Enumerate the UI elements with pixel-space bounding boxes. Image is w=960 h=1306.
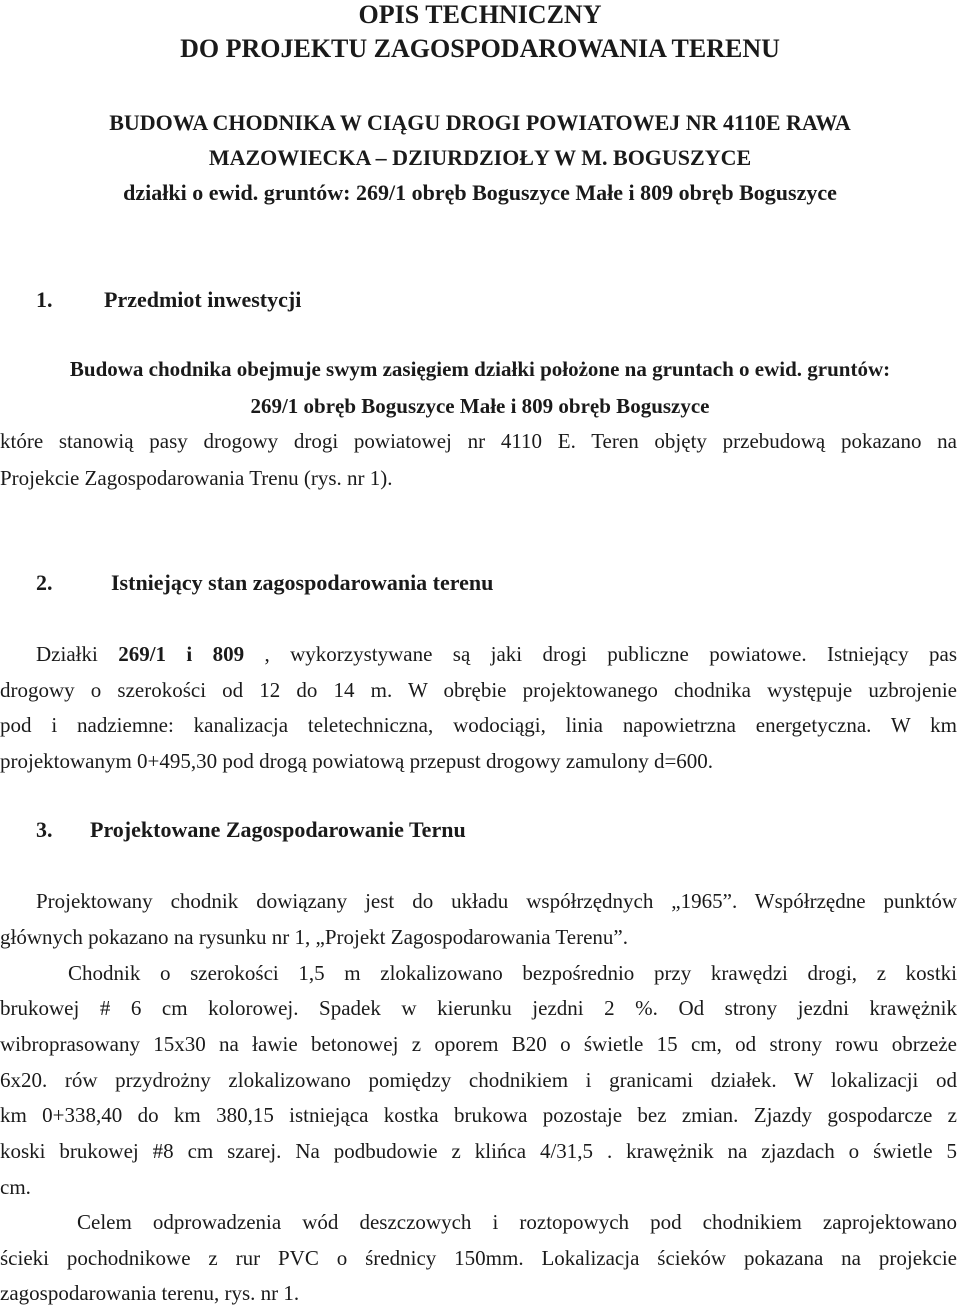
section-2-heading: Istniejący stan zagospodarowania terenu xyxy=(111,570,494,595)
section-3-p3-line-3: zagospodarowania terenu, rys. nr 1. xyxy=(0,1281,300,1305)
subtitle-line-2: MAZOWIECKA – DZIURDZIOŁY W M. BOGUSZYCE xyxy=(208,145,752,170)
section-2-line-1-lead: Działki xyxy=(36,642,119,666)
section-3-p2-line-7: cm. xyxy=(0,1175,31,1199)
section-2-line-3: pod i nadziemne: kanalizacja teletechniczna, wodociągi, linia napowietrzna energetyczna. W km xyxy=(0,713,957,737)
section-1-number: 1. xyxy=(36,287,53,312)
section-3-p2-line-6: koski brukowej #8 cm szarej. Na podbudowie z klińca 4/31,5 . krawężnik na zjazdach o świetle 5 xyxy=(0,1139,957,1163)
subtitle-line-1: BUDOWA CHODNIKA W CIĄGU DROGI POWIATOWEJ NR 4110E RAWA xyxy=(109,110,851,135)
section-1-line-1: Budowa chodnika obejmuje swym zasięgiem działki położone na gruntach o ewid. gruntów: xyxy=(69,357,891,381)
section-1-heading: Przedmiot inwestycji xyxy=(104,287,302,312)
section-3-number: 3. xyxy=(36,817,53,842)
section-3-p1-line-1: Projektowany chodnik dowiązany jest do układu współrzędnych „1965”. Współrzędne punktów xyxy=(36,889,957,913)
section-2-line-1 xyxy=(36,641,957,667)
section-3-p2-line-1: Chodnik o szerokości 1,5 m zlokalizowano bezpośrednio przy krawędzi drogi, z kostki xyxy=(68,961,957,985)
section-3-p2-line-5: km 0+338,40 do km 380,15 istniejąca kostka brukowa pozostaje bez zmian. Zjazdy gospodarcze z xyxy=(0,1103,957,1127)
section-3-p2-line-3: wibroprasowany 15x30 na ławie betonowej z oporem B20 o świetle 15 cm, od strony rowu obrzeże xyxy=(0,1032,957,1056)
subtitle-line-3: działki o ewid. gruntów: 269/1 obręb Boguszyce Małe i 809 obręb Boguszyce xyxy=(123,180,837,205)
section-1-line-4: Projekcie Zagospodarowania Trenu (rys. nr 1). xyxy=(0,466,393,490)
section-2-number: 2. xyxy=(36,570,53,595)
section-2-line-1-rest: , wykorzystywane są jaki drogi publiczne powiatowe. Istniejący pas xyxy=(244,642,957,666)
document-title-line-2: DO PROJEKTU ZAGOSPODAROWANIA TERENU xyxy=(180,34,780,63)
section-3-p3-line-1: Celem odprowadzenia wód deszczowych i roztopowych pod chodnikiem zaprojektowano xyxy=(77,1210,957,1234)
section-2-line-2: drogowy o szerokości od 12 do 14 m. W obrębie projektowanego chodnika występuje uzbrojenie xyxy=(0,678,957,702)
section-3-heading: Projektowane Zagospodarowanie Ternu xyxy=(90,817,466,842)
section-1-line-3: które stanowią pasy drogowy drogi powiatowej nr 4110 E. Teren objęty przebudową pokazano na xyxy=(0,429,957,453)
document-title-line-1: OPIS TECHNICZNY xyxy=(358,0,602,29)
section-3-p3-line-2: ścieki pochodnikowe z rur PVC o średnicy 150mm. Lokalizacja ścieków pokazana na projekcie xyxy=(0,1246,957,1270)
section-2-parcels: 269/1 i 809 xyxy=(118,642,245,666)
section-3-p2-line-4: 6x20. rów przydrożny zlokalizowano pomiędzy chodnikiem i granicami działek. W lokalizacji od xyxy=(0,1068,957,1092)
section-2-line-4: projektowanym 0+495,30 pod drogą powiatową przepust drogowy zamulony d=600. xyxy=(0,749,714,773)
section-3-p1-line-2: głównych pokazano na rysunku nr 1, „Projekt Zagospodarowania Terenu”. xyxy=(0,925,628,949)
section-3-p2-line-2: brukowej # 6 cm kolorowej. Spadek w kierunku jezdni 2 %. Od strony jezdni krawężnik xyxy=(0,996,957,1020)
section-1-line-2: 269/1 obręb Boguszyce Małe i 809 obręb Boguszyce xyxy=(250,394,710,418)
